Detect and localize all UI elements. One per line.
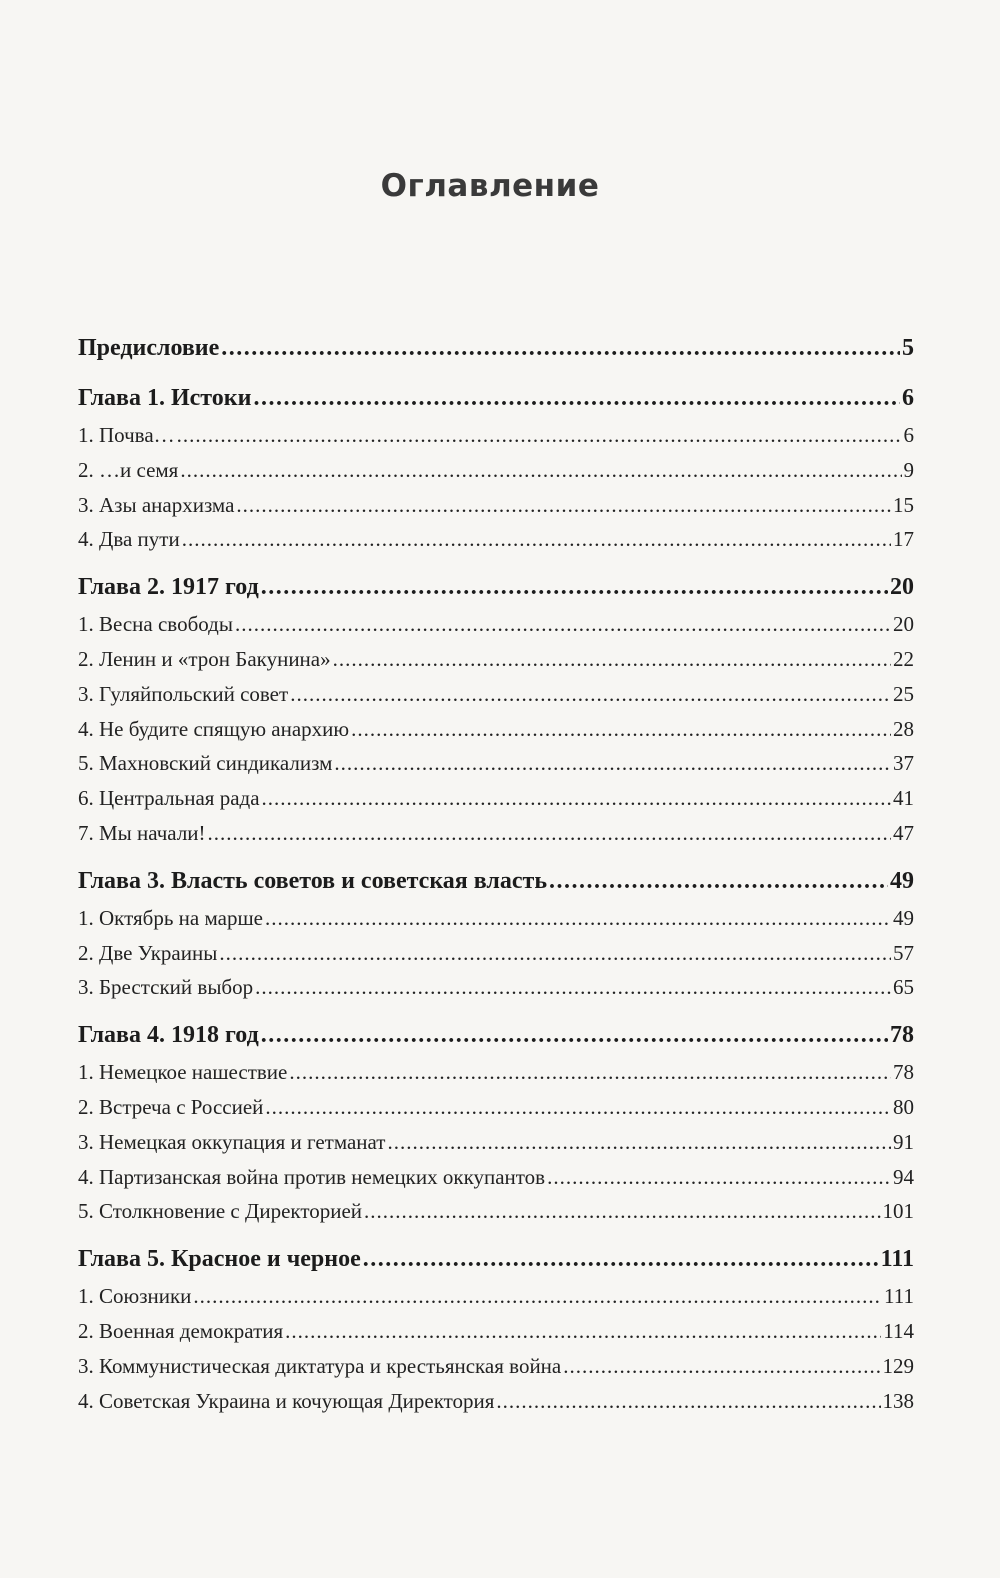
toc-entry-label: Глава 3. Власть советов и советская власть (78, 867, 548, 894)
toc-entry-label: 2. Ленин и «трон Бакунина» (78, 646, 331, 671)
toc-entry-section (78, 1314, 914, 1349)
toc-page-number: 111 (884, 1284, 914, 1309)
dot-leader (221, 328, 900, 368)
dot-leader (364, 1194, 880, 1229)
toc-entry-label: 6. Центральная рада (78, 786, 260, 811)
toc-entry-section (78, 1090, 914, 1125)
dot-leader (285, 1314, 881, 1349)
toc-entry-label: Предисловие (78, 335, 220, 361)
toc-entry-preface (78, 328, 914, 368)
toc-entry-section (78, 1384, 914, 1419)
dot-leader (261, 567, 888, 607)
dot-leader (236, 488, 891, 523)
dot-leader (547, 1160, 891, 1195)
toc-entry-label: 7. Мы начали! (78, 820, 206, 845)
toc-entry-section (78, 816, 914, 851)
toc-entry-section (78, 1349, 914, 1384)
toc-page-number: 65 (893, 975, 914, 1000)
dot-leader (235, 607, 891, 642)
toc-entry-section (78, 418, 914, 453)
toc-entry-section (78, 1055, 914, 1090)
dot-leader (180, 453, 901, 488)
toc-entry-label: 1. Немецкое нашествие (78, 1060, 288, 1085)
page-title: Оглавление (380, 168, 600, 204)
toc-entry-label: 3. Азы анархизма (78, 492, 235, 517)
toc-entry-label: 3. Немецкая оккупация и гетманат (78, 1129, 386, 1154)
toc-page-number: 22 (893, 646, 914, 671)
toc-page-number: 5 (902, 335, 914, 361)
dot-leader (333, 642, 891, 677)
toc-entry-label: 3. Гуляйпольский совет (78, 681, 289, 706)
toc-entry-section (78, 522, 914, 557)
chapter-group (78, 861, 914, 1005)
dot-leader (387, 1125, 891, 1160)
toc-entry-section (78, 970, 914, 1005)
toc-entry-chapter (78, 1015, 914, 1055)
toc-entry-section (78, 1279, 914, 1314)
toc-page-number: 91 (893, 1129, 914, 1154)
toc-page-number: 28 (893, 716, 914, 741)
toc-entry-chapter (78, 378, 914, 418)
chapter-group (78, 1015, 914, 1229)
toc-entry-section (78, 453, 914, 488)
toc-entry-section (78, 1125, 914, 1160)
toc-entry-section (78, 488, 914, 523)
toc-entry-section (78, 746, 914, 781)
toc-entry-label: 4. Два пути (78, 527, 180, 552)
toc-page-number: 78 (893, 1060, 914, 1085)
toc-entry-label: 4. Советская Украина и кочующая Директория (78, 1388, 495, 1413)
toc-page-number: 78 (890, 1022, 914, 1049)
toc-page-number: 138 (882, 1388, 914, 1413)
dot-leader (193, 1279, 882, 1314)
chapter-group (78, 1239, 914, 1418)
toc-entry-section (78, 677, 914, 712)
toc-entry-label: 3. Брестский выбор (78, 975, 254, 1000)
dot-leader (563, 1349, 880, 1384)
dot-leader (208, 816, 891, 851)
dot-leader (177, 418, 902, 453)
toc-entry-label: 1. Союзники (78, 1284, 192, 1309)
toc-page-number: 47 (893, 820, 914, 845)
toc-page-number: 25 (893, 681, 914, 706)
toc-page-number: 49 (893, 905, 914, 930)
toc-entry-section (78, 1194, 914, 1229)
toc-entry-label: 4. Не будите спящую анархию (78, 716, 350, 741)
dot-leader (334, 746, 891, 781)
toc-page-number: 111 (880, 1246, 914, 1273)
toc-entry-label: 5. Столкновение с Директорией (78, 1199, 363, 1224)
toc-entry-label: 1. Октябрь на марше (78, 905, 263, 930)
dot-leader (182, 522, 891, 557)
toc-entry-section (78, 901, 914, 936)
dot-leader (219, 936, 891, 971)
toc-entry-label: 2. Встреча с Россией (78, 1094, 264, 1119)
toc-page-number: 6 (903, 423, 914, 447)
dot-leader (253, 378, 900, 418)
toc-entry-label: Глава 5. Красное и черное (78, 1246, 361, 1273)
dot-leader (265, 901, 891, 936)
toc-entry-section (78, 642, 914, 677)
dot-leader (255, 970, 891, 1005)
toc-entry-label: 2. Две Украины (78, 940, 218, 965)
chapter-group (78, 378, 914, 557)
toc-page-number: 15 (893, 492, 914, 517)
toc-page-number: 20 (890, 574, 914, 601)
toc-entry-chapter (78, 861, 914, 901)
dot-leader (261, 1015, 888, 1055)
toc-entry-section (78, 607, 914, 642)
toc-entry-section (78, 712, 914, 747)
toc-page-number: 57 (893, 940, 914, 965)
toc-page-number: 101 (882, 1199, 914, 1224)
toc-page-number: 20 (893, 612, 914, 637)
toc-entry-section (78, 936, 914, 971)
dot-leader (262, 781, 891, 816)
toc-page-number: 114 (883, 1318, 914, 1343)
toc-entry-label: Глава 2. 1917 год (78, 574, 259, 601)
dot-leader (351, 712, 891, 747)
toc-entry-label: Глава 4. 1918 год (78, 1022, 259, 1049)
toc-entry-chapter (78, 567, 914, 607)
chapter-group (78, 567, 914, 851)
toc-entry-label: Глава 1. Истоки (78, 385, 252, 411)
toc-entry-label: 4. Партизанская война против немецких оккупантов (78, 1164, 546, 1189)
dot-leader (549, 861, 888, 901)
toc-entry-label: 3. Коммунистическая диктатура и крестьянская война (78, 1353, 562, 1378)
toc-page-number: 9 (903, 457, 914, 482)
toc-entry-label: 2. Военная демократия (78, 1318, 284, 1343)
toc-page-number: 49 (890, 867, 914, 894)
toc-entry-chapter (78, 1239, 914, 1279)
toc-page-number: 37 (893, 751, 914, 776)
toc-page-number: 80 (893, 1094, 914, 1119)
toc-page-number: 41 (893, 786, 914, 811)
dot-leader (265, 1090, 891, 1125)
toc-page-number: 129 (882, 1353, 914, 1378)
toc-entry-label: 5. Махновский синдикализм (78, 751, 333, 776)
dot-leader (363, 1239, 879, 1279)
toc-entry-section (78, 781, 914, 816)
toc-entry-label: 1. Весна свободы (78, 612, 233, 637)
dot-leader (496, 1384, 880, 1419)
dot-leader (289, 1055, 891, 1090)
toc-entry-label: 1. Почва… (78, 423, 175, 447)
toc-page-number: 17 (893, 527, 914, 552)
dot-leader (290, 677, 891, 712)
toc-page-number: 94 (893, 1164, 914, 1189)
toc-entry-label: 2. …и семя (78, 457, 179, 482)
toc-page-number: 6 (902, 385, 914, 411)
table-of-contents (78, 328, 914, 1418)
toc-entry-section (78, 1160, 914, 1195)
